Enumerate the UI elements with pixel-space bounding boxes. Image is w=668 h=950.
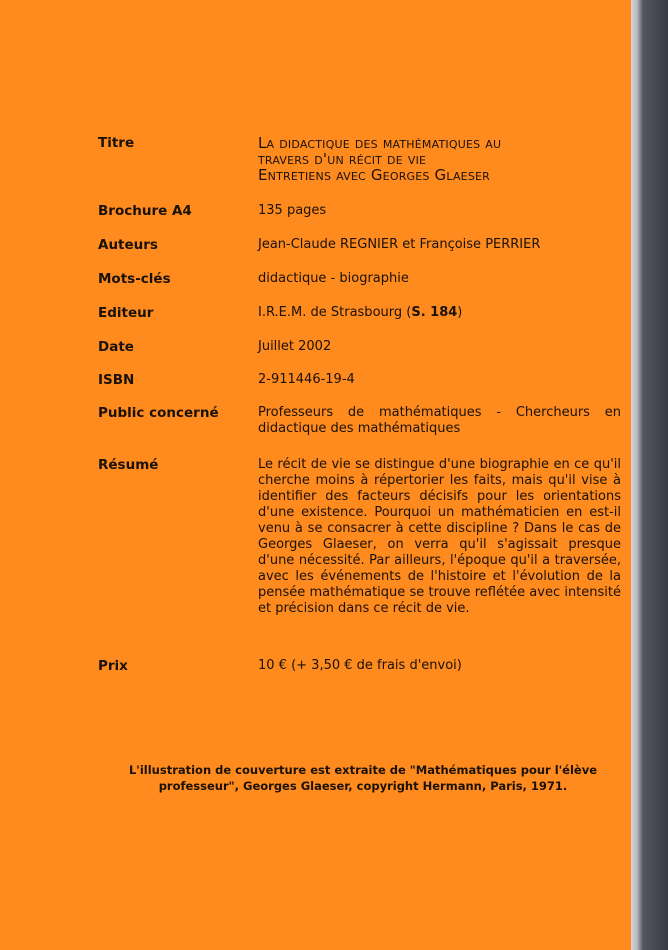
value-prix: 10 € (+ 3,50 € de frais d'envoi)	[258, 658, 462, 673]
label-prix: Prix	[98, 658, 128, 674]
book-title	[258, 135, 621, 183]
label-brochure: Brochure A4	[98, 203, 192, 219]
title-line-1: La didactique des mathématiques au	[258, 134, 502, 152]
value-public: Professeurs de mathématiques - Chercheurs en didactique des mathématiques	[258, 405, 621, 436]
label-date: Date	[98, 339, 134, 355]
value-editeur	[258, 305, 621, 321]
label-resume: Résumé	[98, 457, 159, 473]
title-line-3: Entretiens avec Georges Glaeser	[258, 166, 491, 184]
value-resume: Le récit de vie se distingue d'une biographie en ce qu'il cherche moins à répertorier les faits, mais qu'il vise à identifier des facteurs décisifs pour les orientations d'une existence. Pourquoi un mathématicien en est-il venu à se consacrer à cette discipline ? Dans le cas de Georges Glaeser, on verra qu'il s'agissait presque d'une nécessité. Par ailleurs, l'époque qu'il a traversée, avec les événements de l'histoire et l'évolution de la pensée mathématique se trouve reflétée avec intensité et précision dans ce récit de vie.	[258, 457, 621, 616]
title-line-2: travers d'un récit de vie	[258, 150, 427, 168]
value-isbn: 2-911446-19-4	[258, 372, 355, 387]
label-editeur: Editeur	[98, 305, 154, 321]
cover-illustration-credit: L'illustration de couverture est extraite de "Mathématiques pour l'élève professeur", Georges Glaeser, copyright Hermann, Paris, 1971.	[128, 763, 598, 793]
label-isbn: ISBN	[98, 372, 135, 388]
value-mots-cles: didactique - biographie	[258, 271, 409, 286]
editeur-code: S. 184	[411, 305, 458, 320]
value-date: Juillet 2002	[258, 339, 332, 354]
book-spine-edge	[631, 0, 668, 950]
editeur-close: )	[457, 305, 463, 320]
label-titre: Titre	[98, 135, 135, 151]
label-mots-cles: Mots-clés	[98, 271, 171, 287]
label-public: Public concerné	[98, 405, 219, 421]
label-auteurs: Auteurs	[98, 237, 158, 253]
value-auteurs: Jean-Claude REGNIER et Françoise PERRIER	[258, 237, 541, 252]
value-brochure: 135 pages	[258, 203, 327, 218]
editeur-name: I.R.E.M. de Strasbourg (	[258, 305, 412, 320]
